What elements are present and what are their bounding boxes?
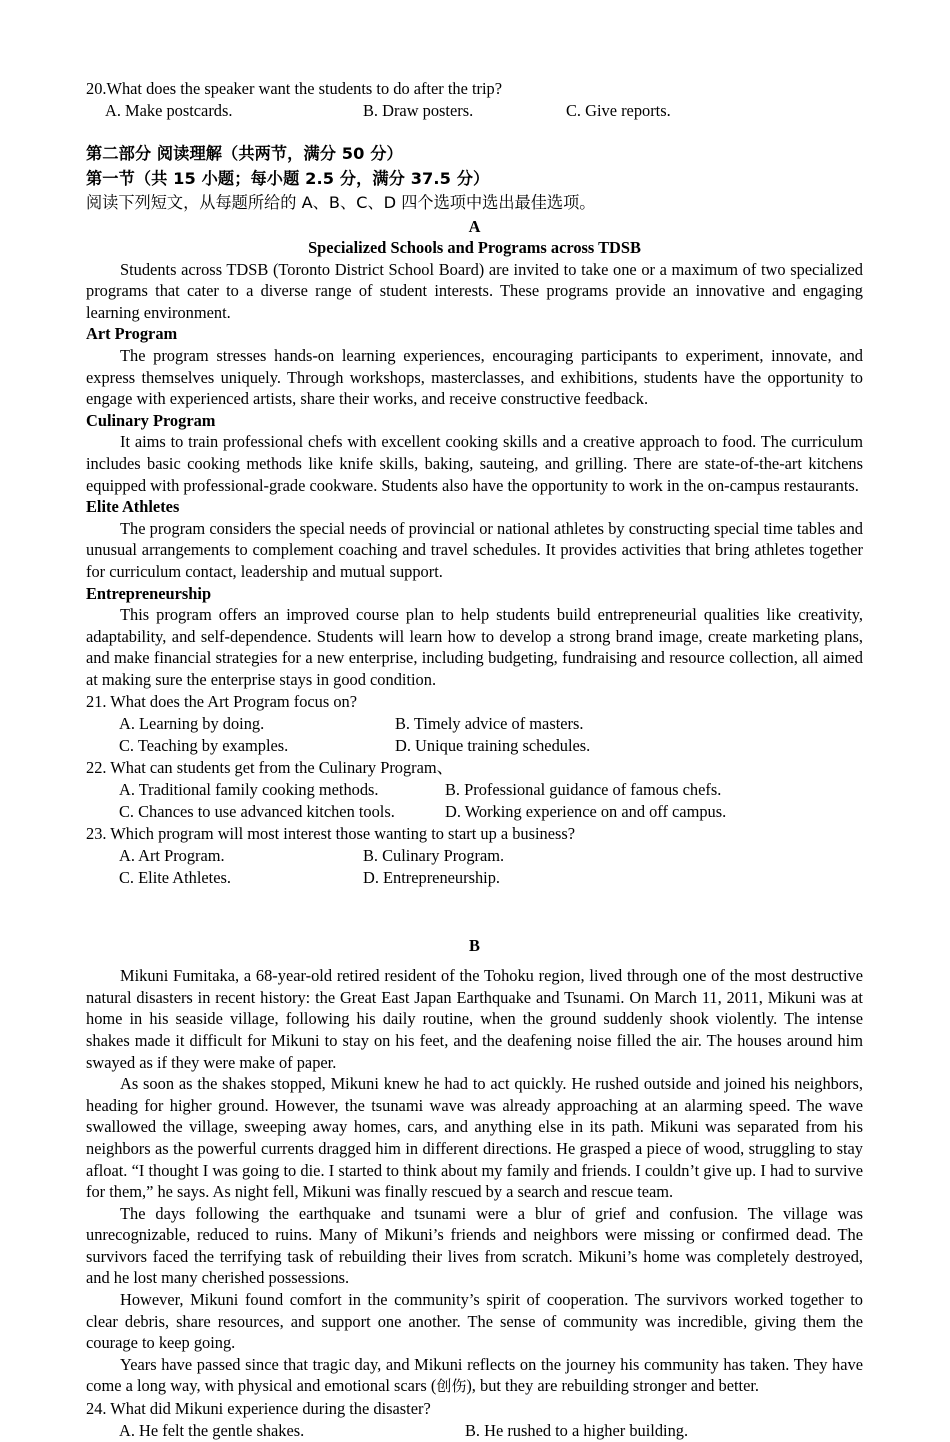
passage-b-paragraph-5 (86, 1354, 863, 1398)
passage-a-section-body-entrepreneurship: This program offers an improved course plan to help students build entrepreneurial qualities like creativity, adaptability, and self-dependence. Students will learn how to develop a strong brand image, create marketing plans, and make financial strategies for a new enterprise, including budgeting, fundraising and resource collection, all aimed at making sure the enterprise stays in good condition. (86, 605, 863, 689)
option-c[interactable]: C. Give reports. (566, 101, 671, 120)
passage-b-paragraph-3: The days following the earthquake and tsunami were a blur of grief and confusion. The village was unrecognizable, reduced to ruins. Many of Mikuni’s friends and neighbors were missing or confirmed dead. The survivors faced the terrifying task of rebuilding their lives from scratch. Mikuni’s home was completely destroyed, and he lost many cherished possessions. (86, 1203, 863, 1288)
question-23-options-row-1 (86, 845, 863, 867)
spacer (86, 889, 863, 935)
passage-a-section-body-athletes: The program considers the special needs of provincial or national athletes by constructing special time tables and unusual arrangements to complement coaching and travel schedules. It provides activities that bring athletes together for curriculum contact, leadership and mutual support. (86, 518, 863, 581)
question-23-stem: 23. Which program will most interest those wanting to start up a business? (86, 823, 576, 843)
option-a[interactable]: A. Learning by doing. (119, 713, 265, 733)
passage-b-paragraph-1: Mikuni Fumitaka, a 68-year-old retired resident of the Tohoku region, lived through one of the most destructive natural disasters in recent history: the Great East Japan Earthquake and Tsunami. On March 11, 2011, Mikuni was at home in his seaside village, following his daily routine, when the ground suddenly shook violently. The intense shakes made it difficult for Mikuni to stay on his feet, and the deafening noise filled the air. The houses around him swayed as if they were make of paper. (86, 966, 863, 1072)
passage-a-section-heading-culinary: Culinary Program (86, 410, 216, 430)
option-b[interactable]: B. Culinary Program. (363, 845, 505, 865)
part-two-heading: 第二部分 阅读理解（共两节，满分 50 分） (86, 144, 403, 163)
passage-a-letter: A (468, 216, 481, 236)
option-c[interactable]: C. Elite Athletes. (119, 867, 231, 887)
question-24-options-row-1 (86, 1420, 863, 1442)
option-c[interactable]: C. Teaching by examples. (119, 735, 289, 755)
option-a[interactable]: A. Traditional family cooking methods. (119, 779, 379, 799)
question-20-options (86, 100, 863, 122)
question-22-options-row-1 (86, 779, 863, 801)
spacer (86, 122, 863, 142)
option-a[interactable]: A. Make postcards. (105, 101, 233, 120)
option-c[interactable]: C. Chances to use advanced kitchen tools. (119, 801, 395, 821)
question-21-stem: 21. What does the Art Program focus on? (86, 691, 357, 711)
option-d[interactable]: D. Unique training schedules. (395, 735, 591, 755)
option-b[interactable]: B. Timely advice of masters. (395, 713, 584, 733)
page-content (86, 78, 863, 1442)
question-22-options-row-2 (86, 801, 863, 823)
option-d[interactable]: D. Entrepreneurship. (363, 867, 500, 887)
spacer (86, 956, 863, 965)
section-one-heading: 第一节（共 15 小题；每小题 2.5 分，满分 37.5 分） (86, 168, 490, 188)
passage-a-intro: Students across TDSB (Toronto District School Board) are invited to take one or a maximum of two specialized programs that cater to a diverse range of student interests. These programs provide an innovative and engaging learning environment. (86, 259, 863, 322)
option-a[interactable]: A. He felt the gentle shakes. (119, 1421, 305, 1441)
option-b[interactable]: B. Draw posters. (363, 101, 474, 120)
question-20-stem: 20.What does the speaker want the students to do after the trip? (86, 79, 503, 98)
passage-b-letter: B (469, 935, 480, 955)
passage-b (86, 935, 863, 1398)
option-a[interactable]: A. Art Program. (119, 845, 225, 865)
chinese-gloss: 创伤 (436, 1377, 467, 1396)
question-24 (86, 1398, 863, 1442)
passage-b-paragraph-4: However, Mikuni found comfort in the community’s spirit of cooperation. The survivors worked together to clear debris, share resources, and support one another. The sense of community was incredible, giving them the courage to keep going. (86, 1290, 863, 1353)
passage-a-section-heading-athletes: Elite Athletes (86, 497, 180, 517)
question-21-options-row-1 (86, 713, 863, 735)
option-b[interactable]: B. Professional guidance of famous chefs. (445, 779, 722, 799)
question-24-stem: 24. What did Mikuni experience during the disaster? (86, 1399, 431, 1419)
passage-a-section-body-art: The program stresses hands-on learning experiences, encouraging participants to experiment, innovate, and express themselves uniquely. Through workshops, masterclasses, and exhibitions, students have the opportunity to engage with experienced artists, share their works, and receive constructive feedback. (86, 346, 863, 409)
question-20 (86, 78, 863, 122)
question-22 (86, 757, 863, 823)
passage-a-title: Specialized Schools and Programs across TDSB (308, 238, 641, 258)
passage-a-section-heading-entrepreneurship: Entrepreneurship (86, 583, 212, 603)
question-23-options-row-2 (86, 867, 863, 889)
paragraph-text-post: ), but they are rebuilding stronger and better. (466, 1376, 760, 1396)
question-21 (86, 691, 863, 757)
option-b[interactable]: B. He rushed to a higher building. (465, 1421, 689, 1441)
question-22-stem: 22. What can students get from the Culinary Program、 (86, 757, 454, 777)
passage-a-section-heading-art: Art Program (86, 324, 178, 344)
passage-a (86, 216, 863, 691)
question-23 (86, 823, 863, 889)
passage-b-paragraph-2: As soon as the shakes stopped, Mikuni knew he had to act quickly. He rushed outside and joined his neighbors, heading for higher ground. However, the tsunami wave was already approaching at an alarming speed. The wave swallowed the village, sweeping away homes, cars, and anything else in its path. Mikuni was separated from his neighbors as the powerful currents dragged him in different directions. He grasped a piece of wood, struggling to stay afloat. “I thought I was going to die. I started to think about my family and friends. I couldn’t give up. I had to survive for them,” he says. As night fell, Mikuni was finally rescued by a search and rescue team. (86, 1074, 863, 1202)
paragraph-text-pre: Years have passed since that tragic day, and Mikuni reflects on the journey his community has taken. They have come a long way, with physical and emotional scars ( (86, 1354, 863, 1396)
option-d[interactable]: D. Working experience on and off campus. (445, 801, 727, 821)
question-21-options-row-2 (86, 735, 863, 757)
passage-a-section-body-culinary: It aims to train professional chefs with excellent cooking skills and a creative approach to food. The curriculum includes basic cooking methods like knife skills, baking, sauteing, and grilling. There are state-of-the-art kitchens equipped with professional-grade cookware. Students also have the opportunity to work in the on-campus restaurants. (86, 432, 863, 495)
reading-instruction: 阅读下列短文，从每题所给的 A、B、C、D 四个选项中选出最佳选项。 (86, 193, 596, 212)
